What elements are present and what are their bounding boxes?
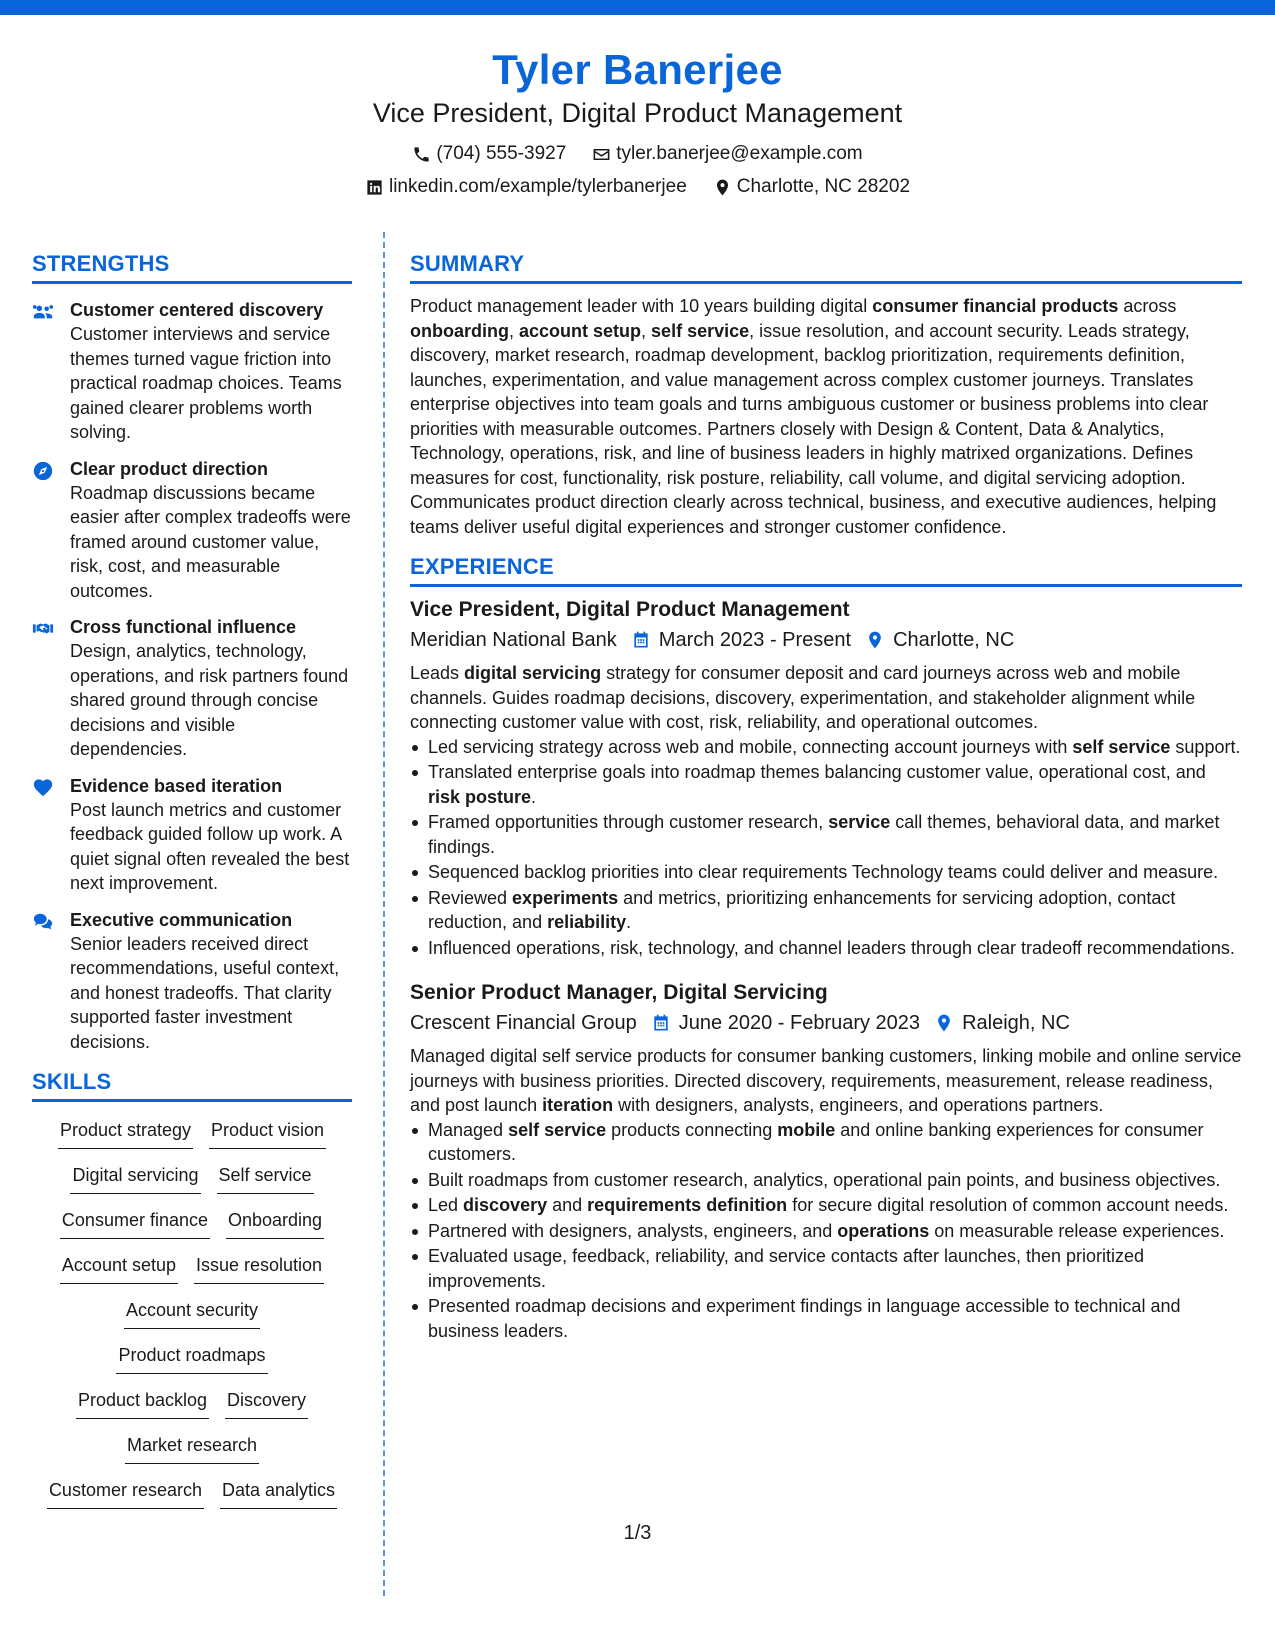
contact-row-2 [0, 175, 1275, 199]
job-bullet: Managed self service products connecting mobile and online banking experiences for consumer customers. [410, 1118, 1242, 1167]
strength-description: Roadmap discussions became easier after complex tradeoffs were framed around customer value, risk, cost, and measurable outcomes. [70, 482, 351, 601]
strength-body [70, 774, 352, 896]
strength-body [70, 615, 352, 762]
job-bullet: Presented roadmap decisions and experiment findings in language accessible to technical and business leaders. [410, 1294, 1242, 1343]
skill-row [32, 1118, 352, 1163]
job-description: Leads digital servicing strategy for consumer deposit and card journeys across web and mobile channels. Guides roadmap decisions, discovery, experimentation, and stakeholder alignment while connecting customer value with cost, risk, reliability, and operational outcomes. [410, 663, 1196, 732]
skill-tag: Market research [125, 1433, 259, 1464]
job-bullet: Led servicing strategy across web and mobile, connecting account journeys with self service support. [410, 735, 1242, 760]
strength-title: Cross functional influence [70, 617, 297, 637]
job-bullet: Framed opportunities through customer research, service call themes, behavioral data, and market findings. [410, 810, 1242, 859]
job-location: Raleigh, NC [962, 1012, 1070, 1034]
linkedin-text: linkedin.com/example/tylerbanerjee [388, 176, 687, 197]
job-entry [410, 980, 1242, 1343]
skill-tag: Account security [124, 1298, 260, 1329]
phone-contact[interactable] [412, 142, 566, 166]
strength-body [70, 908, 352, 1055]
job-bullet: Reviewed experiments and metrics, prioritizing enhancements for servicing adoption, contact reduction, and reliability. [410, 886, 1242, 935]
email-text: tyler.banerjee@example.com [616, 143, 863, 164]
skill-tag: Consumer finance [60, 1208, 210, 1239]
skill-row [32, 1388, 352, 1433]
strengths-list [32, 298, 352, 1054]
skill-tag: Discovery [225, 1388, 308, 1419]
resume-header [0, 44, 1275, 199]
top-accent-bar [0, 0, 1275, 15]
phone-icon [412, 145, 431, 164]
job-dates: June 2020 - February 2023 [678, 1012, 921, 1034]
job-location: Charlotte, NC [893, 629, 1015, 651]
skill-tag: Digital servicing [70, 1163, 200, 1194]
job-bullets [410, 1118, 1242, 1344]
job-entry [410, 597, 1242, 960]
skill-tag: Self service [217, 1163, 314, 1194]
skill-tag: Customer research [47, 1478, 204, 1509]
skill-tag: Product backlog [76, 1388, 209, 1419]
strength-title: Executive communication [70, 909, 293, 930]
right-column [410, 250, 1242, 1344]
skills-heading: SKILLS [32, 1068, 352, 1102]
calendar-icon [631, 630, 651, 650]
job-bullet: Built roadmaps from customer research, analytics, operational pain points, and business objectives. [410, 1168, 1242, 1193]
strength-title: Evidence based iteration [70, 775, 283, 796]
left-column [32, 250, 352, 1523]
job-bullet: Translated enterprise goals into roadmap themes balancing customer value, operational cost, and risk posture. [410, 760, 1242, 809]
handshake-icon [32, 615, 70, 762]
skill-tag: Issue resolution [194, 1253, 324, 1284]
strength-title: Customer centered discovery [70, 300, 324, 320]
skill-row [32, 1343, 352, 1388]
skill-tag: Data analytics [220, 1478, 337, 1509]
phone-text: (704) 555-3927 [436, 143, 567, 164]
location-text: Charlotte, NC 28202 [736, 176, 911, 197]
job-title: Senior Product Manager, Digital Servicing [410, 981, 828, 1004]
page-number: 1/3 [623, 1522, 652, 1544]
heart-icon [32, 774, 70, 896]
strength-description: Post launch metrics and customer feedback guided follow up work. A quiet signal often revealed the best next improvement. [70, 799, 350, 893]
location-contact [713, 175, 910, 199]
job-company: Crescent Financial Group [410, 1012, 637, 1034]
summary-text: Product management leader with 10 years building digital consumer financial products across onboarding, account setup, self service, issue resolution, and account security. Leads strategy, discovery, market research, roadmap development, backlog prioritization, requirements definition, launches, experimentation, and value management across complex customer journeys. Translates enterprise objectives into team goals and turns ambiguous customer or business problems into clear priorities with measurable outcomes. Partners closely with Design & Content, Data & Analytics, Technology, operations, risk, and line of business leaders in highly matrixed organizations. Defines measures for cost, functionality, risk posture, reliability, call volume, and digital servicing adoption. Communicates product direction clearly across technical, business, and executive audiences, helping teams deliver useful digital experiences and stronger customer confidence. [410, 296, 1217, 537]
linkedin-icon [365, 178, 384, 197]
skill-row [32, 1298, 352, 1343]
skill-row [32, 1433, 352, 1478]
map-pin-icon [934, 1013, 954, 1033]
strength-item [32, 774, 352, 896]
skill-tag: Product roadmaps [116, 1343, 267, 1374]
users-icon [32, 298, 70, 445]
envelope-icon [592, 145, 611, 164]
strength-item [32, 457, 352, 604]
strength-description: Customer interviews and service themes turned vague friction into practical roadmap choices. Teams gained clearer problems worth solving. [70, 324, 342, 442]
candidate-name: Tyler Banerjee [492, 46, 783, 93]
map-pin-icon [865, 630, 885, 650]
job-dates: March 2023 - Present [658, 629, 852, 651]
skill-tag: Product strategy [58, 1118, 193, 1149]
job-description: Managed digital self service products for consumer banking customers, linking mobile and online service journeys with business priorities. Directed discovery, requirements, measurement, release readiness, and post launch iteration with designers, analysts, engineers, and operations partners. [410, 1046, 1242, 1115]
experience-heading: EXPERIENCE [410, 553, 1242, 587]
job-meta [410, 627, 1242, 653]
column-divider [383, 232, 385, 1596]
map-pin-icon [713, 178, 732, 197]
linkedin-contact[interactable] [365, 175, 687, 199]
skill-tag: Account setup [60, 1253, 178, 1284]
strength-item [32, 615, 352, 762]
job-bullet: Sequenced backlog priorities into clear requirements Technology teams could deliver and measure. [410, 860, 1242, 885]
skill-tag: Onboarding [226, 1208, 324, 1239]
candidate-title: Vice President, Digital Product Management [372, 98, 903, 128]
calendar-icon [651, 1013, 671, 1033]
compass-icon [32, 457, 70, 604]
strengths-heading: STRENGTHS [32, 250, 352, 284]
job-bullets [410, 735, 1242, 961]
strength-description: Senior leaders received direct recommendations, useful context, and honest tradeoffs. That clarity supported faster investment decisions. [70, 933, 340, 1052]
job-bullet: Evaluated usage, feedback, reliability, and service contacts after launches, then prioritized improvements. [410, 1244, 1242, 1293]
job-title: Vice President, Digital Product Management [410, 598, 850, 621]
job-bullet: Partnered with designers, analysts, engineers, and operations on measurable release experiences. [410, 1219, 1242, 1244]
strength-item [32, 298, 352, 445]
email-contact[interactable] [592, 142, 862, 166]
skill-tag: Product vision [209, 1118, 326, 1149]
strength-description: Design, analytics, technology, operations, and risk partners found shared ground through concise decisions and visible dependencies. [70, 641, 349, 759]
job-bullet: Led discovery and requirements definition for secure digital resolution of common account needs. [410, 1193, 1242, 1218]
skill-row [32, 1208, 352, 1253]
strength-item [32, 908, 352, 1055]
comments-icon [32, 908, 70, 1055]
job-bullet: Influenced operations, risk, technology, and channel leaders through clear tradeoff recommendations. [410, 936, 1242, 961]
job-meta [410, 1010, 1242, 1036]
contact-row-1 [0, 142, 1275, 166]
job-company: Meridian National Bank [410, 629, 617, 651]
skill-row [32, 1253, 352, 1298]
skill-row [32, 1163, 352, 1208]
strength-body [70, 298, 352, 445]
skills-list [32, 1118, 352, 1523]
strength-body [70, 457, 352, 604]
strength-title: Clear product direction [70, 458, 269, 479]
skill-row [32, 1478, 352, 1523]
summary-heading: SUMMARY [410, 250, 1242, 284]
jobs-list [410, 597, 1242, 1343]
